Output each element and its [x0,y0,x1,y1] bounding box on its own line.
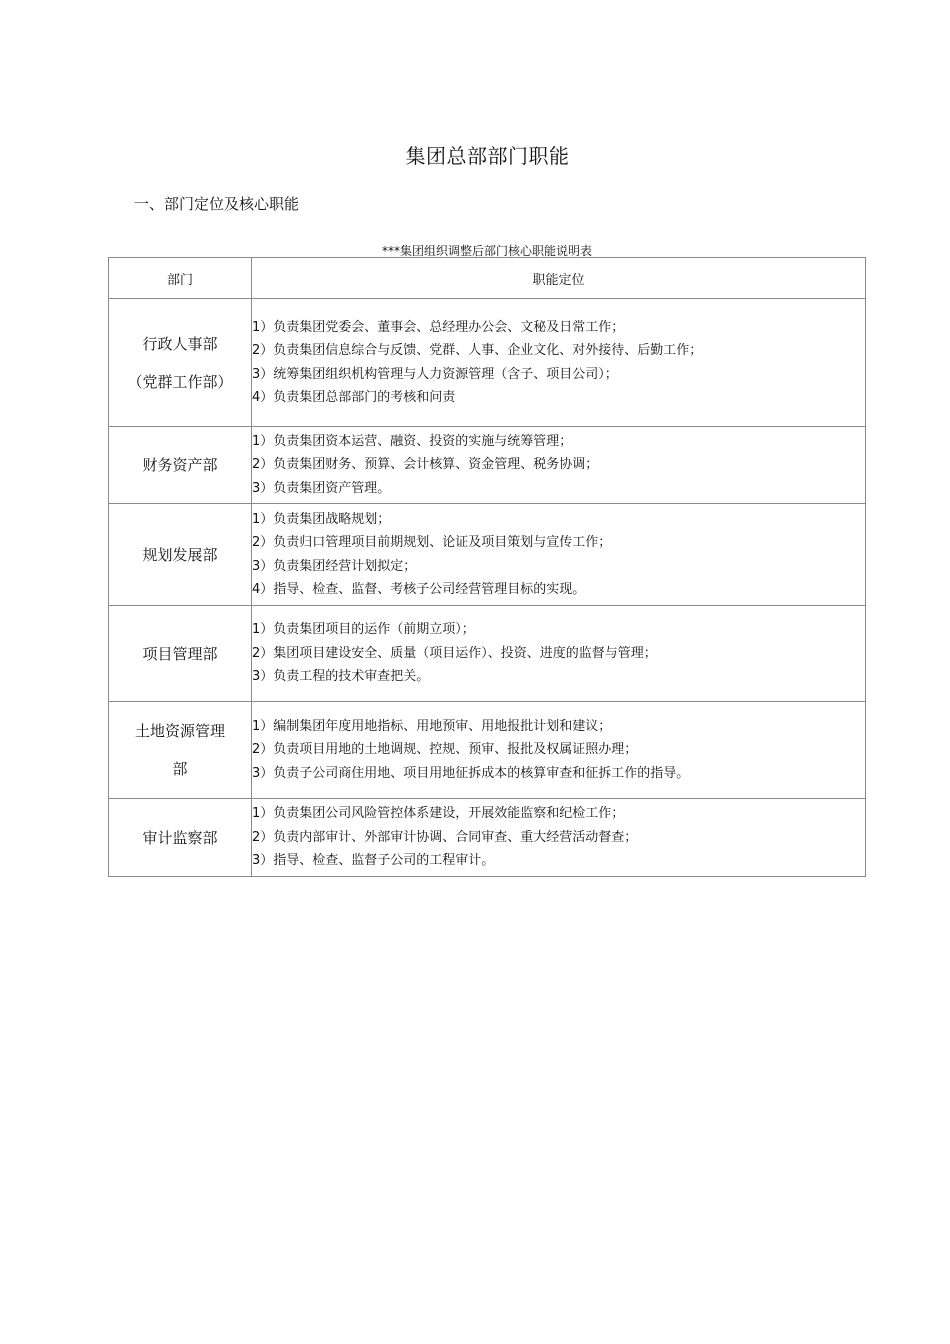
function-cell [252,504,866,606]
table-row [109,799,866,877]
function-item: 1）负责集团项目的运作（前期立项）； [252,622,475,638]
department-name: 审计监察部 [142,828,218,847]
department-function-table [108,257,866,877]
function-cell [252,606,866,702]
department-cell [109,606,252,702]
function-item: 3）统筹集团组织机构管理与人力资源管理（含子、项目公司）； [252,366,618,382]
function-item: 4）指导、检查、监督、考核子公司经营管理目标的实现。 [252,582,586,597]
function-item: 3）负责工程的技术审查把关。 [252,669,430,685]
function-item: 4）负责集团总部部门的考核和问责 [252,390,456,405]
department-cell [109,427,252,504]
department-name: 财务资产部 [142,456,218,474]
function-item: 3）负责子公司商住用地、项目用地征拆成本的核算审查和征拆工作的指导。 [252,765,690,781]
department-name-continued: 部 [172,760,188,778]
table-row [109,504,866,606]
function-item: 3）负责集团资产管理。 [252,480,391,496]
department-cell [109,299,252,427]
function-item: 1）负责集团公司风险管控体系建设，开展效能监察和纪检工作； [252,806,625,822]
department-name: 行政人事部 [142,334,218,353]
table-row [109,427,866,504]
table-header-row [109,258,866,299]
function-item: 1）负责集团党委会、董事会、总经理办公会、文秘及日常工作； [252,319,625,335]
function-item: 2）集团项目建设安全、质量（项目运作）、投资、进度的监督与管理； [252,645,657,661]
function-item: 3）负责集团经营计划拟定； [252,558,417,574]
department-subname: （党群工作部） [127,372,233,391]
table-caption: ***集团组织调整后部门核心职能说明表 [381,244,592,258]
function-item: 1）编制集团年度用地指标、用地预审、用地报批计划和建议； [252,718,612,734]
function-item: 2）负责集团财务、预算、会计核算、资金管理、税务协调； [252,457,599,473]
table-row [109,606,866,702]
function-item: 2）负责内部审计、外部审计协调、合同审查、重大经营活动督查； [252,829,638,845]
function-item: 3）指导、检查、监督子公司的工程审计。 [252,853,495,869]
header-department: 部门 [109,258,252,299]
function-cell [252,427,866,504]
department-cell [109,504,252,606]
function-item: 2）负责集团信息综合与反馈、党群、人事、企业文化、对外接待、后勤工作； [252,343,703,358]
function-cell [252,702,866,799]
function-item: 2）负责归口管理项目前期规划、论证及项目策划与宣传工作； [252,535,612,550]
department-name: 土地资源管理 [134,722,225,740]
header-function: 职能定位 [252,258,866,299]
function-cell [252,799,866,877]
table-row [109,702,866,799]
table-row [109,299,866,427]
page-title: 集团总部部门职能 [405,144,570,168]
function-cell [252,299,866,427]
function-item: 1）负责集团战略规划； [252,511,391,527]
section-heading: 一、部门定位及核心职能 [134,195,300,213]
function-item: 1）负责集团资本运营、融资、投资的实施与统筹管理； [252,433,573,449]
function-item: 2）负责项目用地的土地调规、控规、预审、报批及权属证照办理； [252,742,638,758]
department-name: 规划发展部 [142,545,218,564]
department-cell [109,702,252,799]
department-name: 项目管理部 [142,644,218,663]
department-cell [109,799,252,877]
